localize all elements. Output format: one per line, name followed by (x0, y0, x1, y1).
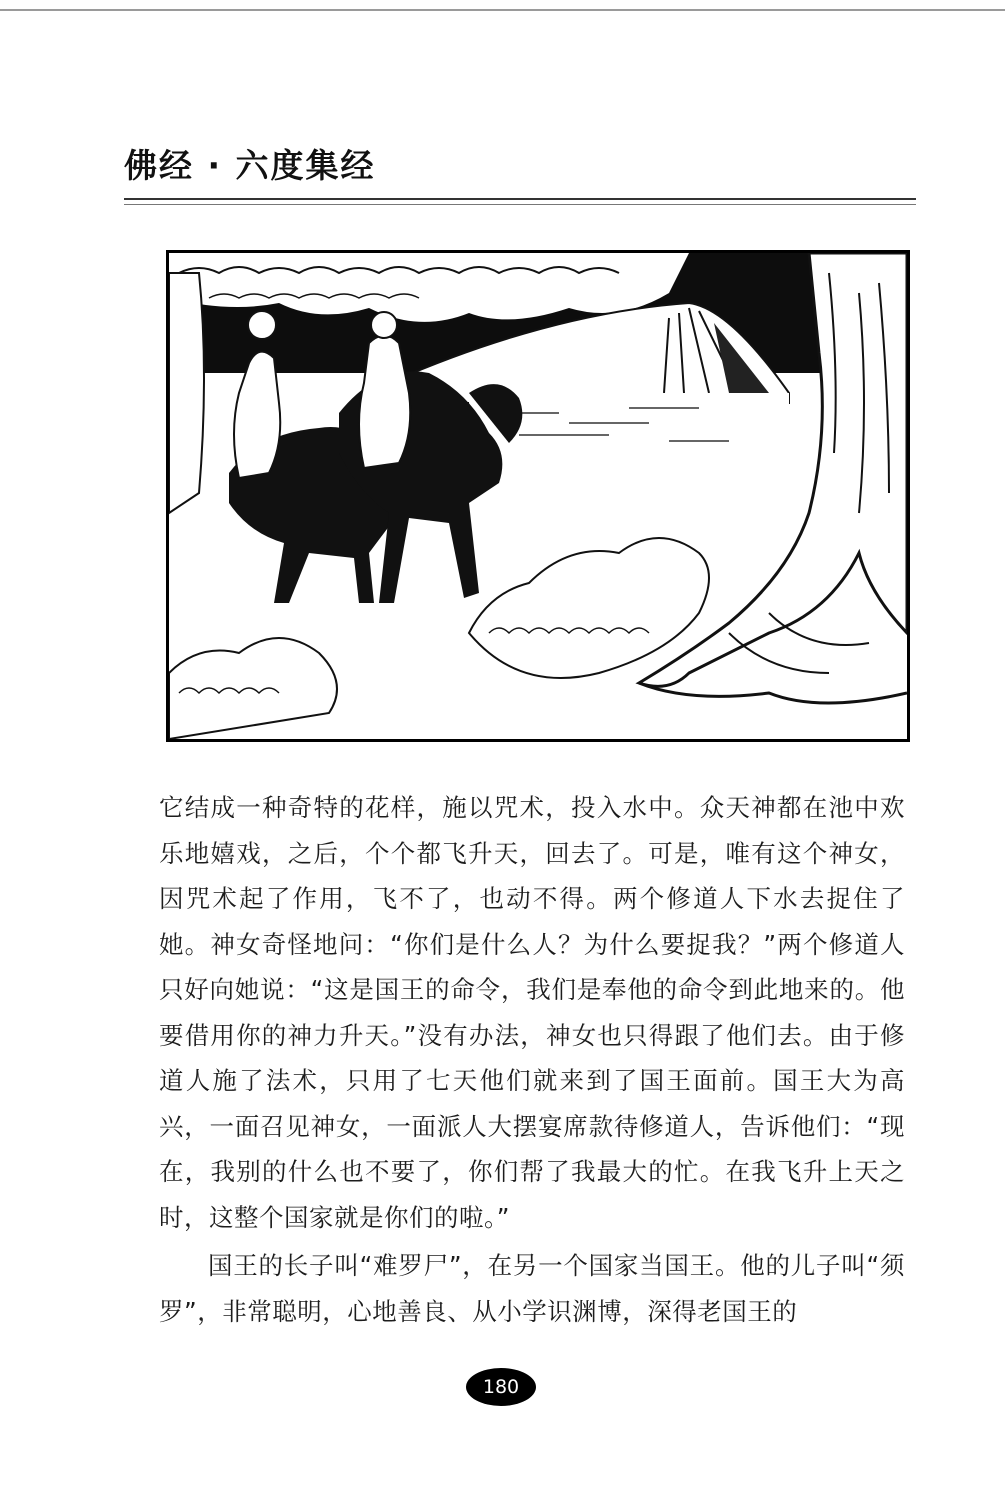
woodcut-illustration-icon (169, 253, 907, 739)
body-text (159, 785, 905, 1334)
page-header-title: 佛经 · 六度集经 (124, 146, 376, 185)
body-paragraph: 它结成一种奇特的花样，施以咒术，投入水中。众天神都在池中欢乐地嬉戏，之后，个个都飞升天，回去了。可是，唯有这个神女，因咒术起了作用，飞不了，也动不得。两个修道人下水去捉住了她。神女奇怪地问：“你们是什么人？为什么要捉我？”两个修道人只好向她说：“这是国王的命令，我们是奉他的命令到此地来的。他要借用你的神力升天。”没有办法，神女也只得跟了他们去。由于修道人施了法术，只用了七天他们就来到了国王面前。国王大为高兴，一面召见神女，一面派人大摆宴席款待修道人，告诉他们：“现在，我别的什么也不要了，你们帮了我最大的忙。在我飞升上天之时，这整个国家就是你们的啦。” (159, 793, 905, 1232)
top-edge-rule (0, 9, 1005, 11)
header-rule (124, 198, 916, 200)
header-rule-thin (124, 204, 916, 205)
illustration-frame (166, 250, 910, 742)
body-paragraph: 国王的长子叫“难罗尸”，在另一个国家当国王。他的儿子叫“须罗”，非常聪明，心地善良、从小学识渊博，深得老国王的 (159, 1251, 905, 1326)
page-number: 180 (466, 1368, 536, 1406)
